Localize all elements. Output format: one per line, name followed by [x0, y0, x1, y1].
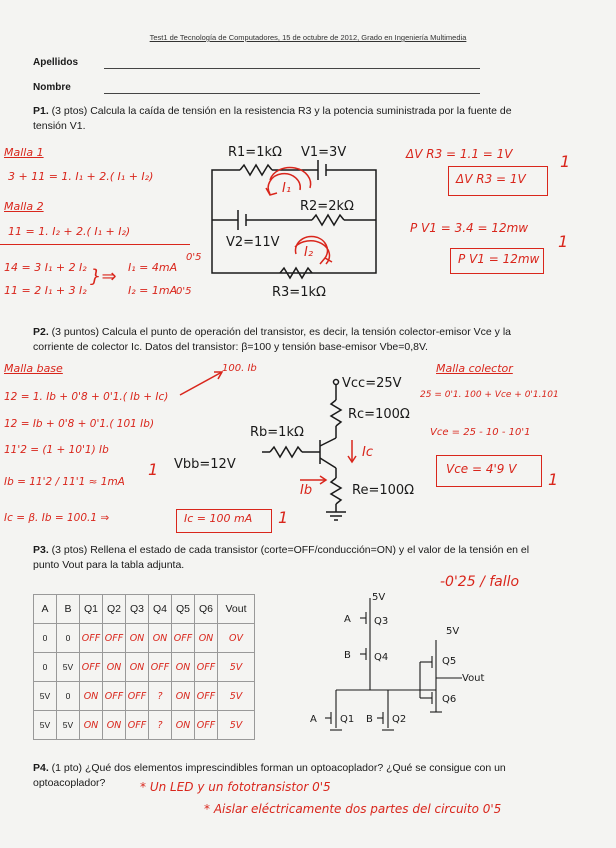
- table-cell[interactable]: OFF: [195, 653, 218, 682]
- table-cell[interactable]: OFF: [126, 682, 149, 711]
- svg-text:Ic: Ic: [362, 445, 373, 460]
- svg-text:Q3: Q3: [374, 616, 389, 627]
- table-header-cell: B: [57, 595, 80, 624]
- hand-eq3: 14 = 3 I₁ + 2 I₂: [4, 261, 87, 274]
- table-cell[interactable]: ON: [126, 624, 149, 653]
- question-p4: P4. (1 pto) ¿Qué dos elementos imprescindibles forman un optoacoplador? ¿Qué se consigue con un optoacoplador?: [33, 762, 506, 789]
- svg-text:Q2: Q2: [392, 714, 407, 725]
- hand-p2-e4: Ib = 11'2 / 11'1 ≈ 1mA: [4, 476, 125, 488]
- hand-p4-answer1: * Un LED y un fototransistor 0'5: [140, 780, 331, 794]
- svg-text:A: A: [344, 614, 351, 625]
- table-cell: 0: [34, 624, 57, 653]
- svg-text:A: A: [310, 714, 317, 725]
- table-header-cell: Q4: [149, 595, 172, 624]
- table-header-cell: Q1: [80, 595, 103, 624]
- table-cell[interactable]: ON: [149, 624, 172, 653]
- rb-resistor: [270, 447, 302, 457]
- hand-mark-p2a: 1: [148, 460, 159, 479]
- svg-text:5V: 5V: [446, 626, 460, 637]
- question-p1: P1. (3 ptos) Calcula la caída de tensión en la resistencia R3 y la potencia suministrada por la fuente de tensión V1.: [33, 105, 512, 132]
- svg-text:5V: 5V: [372, 592, 386, 603]
- table-cell[interactable]: 5V: [218, 711, 255, 740]
- hand-grade2: 0'5: [176, 286, 192, 297]
- hand-p2-e2: 12 = Ib + 0'8 + 0'1.( 101 Ib): [4, 418, 155, 430]
- table-cell[interactable]: OV: [218, 624, 255, 653]
- svg-text:I₁: I₁: [282, 181, 292, 196]
- exam-header: Test1 de Tecnología de Computadores, 15 de octubre de 2012, Grado en Ingeniería Multimedia: [149, 33, 467, 42]
- svg-text:V2=11V: V2=11V: [226, 235, 280, 250]
- hand-vce-answer: Vce = 4'9 V: [446, 462, 517, 476]
- circuit-labels: [174, 145, 485, 725]
- table-cell: 0: [57, 624, 80, 653]
- svg-text:Q1: Q1: [340, 714, 355, 725]
- hand-mark-p2c: 1: [548, 470, 559, 489]
- hand-ic-answer: Ic = 100 mA: [184, 512, 253, 525]
- hand-mark-p1a: 1: [560, 152, 571, 171]
- svg-text:Vout: Vout: [462, 673, 485, 684]
- table-cell[interactable]: OFF: [80, 624, 103, 653]
- hand-grade1: 0'5: [186, 252, 202, 263]
- hand-p2-e3: 11'2 = (1 + 10'1) Ib: [4, 444, 109, 456]
- hand-eq2: 11 = 1. I₂ + 2.( I₁ + I₂): [8, 225, 131, 238]
- hand-pv-calc: P V1 = 3.4 = 12mw: [410, 221, 529, 235]
- question-p2: P2. (3 puntos) Calcula el punto de operación del transistor, es decir, la tensión colector-emisor Vce y la corriente de colector Ic. Datos del transistor: β=100 y tensión base-emisor Vbe=0,8V.: [33, 326, 512, 353]
- hand-base-mesh: Malla base: [4, 362, 63, 375]
- svg-text:Q6: Q6: [442, 694, 457, 705]
- hand-100ib: 100. Ib: [222, 363, 257, 374]
- table-cell: 5V: [34, 711, 57, 740]
- table-cell: 5V: [57, 711, 80, 740]
- table-cell[interactable]: ON: [172, 711, 195, 740]
- table-cell[interactable]: ON: [80, 682, 103, 711]
- hand-p3-grade: -0'25 / fallo: [440, 574, 520, 590]
- hand-dv-answer: ΔV R3 = 1V: [456, 172, 526, 186]
- table-cell[interactable]: ON: [172, 682, 195, 711]
- svg-text:R1=1kΩ: R1=1kΩ: [228, 145, 282, 160]
- table-cell[interactable]: ON: [103, 711, 126, 740]
- table-cell[interactable]: ON: [195, 624, 218, 653]
- table-cell[interactable]: ?: [149, 682, 172, 711]
- table-cell[interactable]: OFF: [103, 682, 126, 711]
- table-cell: 5V: [34, 682, 57, 711]
- hand-p2-e1: 12 = 1. Ib + 0'8 + 0'1.( Ib + Ic): [4, 391, 169, 403]
- hand-eq4: 11 = 2 I₁ + 3 I₂: [4, 284, 87, 297]
- table-cell[interactable]: ON: [126, 653, 149, 682]
- surname-label: Apellidos: [33, 57, 79, 68]
- table-cell[interactable]: OFF: [195, 711, 218, 740]
- r2-resistor: [312, 215, 344, 225]
- name-label: Nombre: [33, 82, 71, 93]
- hand-mark-p1b: 1: [558, 232, 569, 251]
- hand-p4-answer2: * Aislar eléctricamente dos partes del circuito 0'5: [204, 802, 502, 816]
- svg-text:Rb=1kΩ: Rb=1kΩ: [250, 425, 304, 440]
- svg-text:B: B: [344, 650, 351, 661]
- svg-text:Q5: Q5: [442, 656, 457, 667]
- table-header-cell: Q5: [172, 595, 195, 624]
- svg-text:Vcc=25V: Vcc=25V: [342, 376, 402, 391]
- p2-circuit: [262, 385, 346, 520]
- table-cell[interactable]: ON: [172, 653, 195, 682]
- table-cell[interactable]: OFF: [195, 682, 218, 711]
- hand-sol1: I₁ = 4mA: [128, 261, 178, 274]
- hand-pv-answer: P V1 = 12mw: [458, 252, 540, 266]
- svg-text:Q4: Q4: [374, 652, 389, 663]
- hand-eq1: 3 + 11 = 1. I₁ + 2.( I₁ + I₂): [8, 170, 154, 183]
- table-header-cell: Vout: [218, 595, 255, 624]
- svg-text:V1=3V: V1=3V: [301, 145, 347, 160]
- table-cell[interactable]: 5V: [218, 682, 255, 711]
- hand-p2-c2: Vce = 25 - 10 - 10'1: [430, 427, 531, 438]
- hand-mesh1: Malla 1: [4, 146, 44, 159]
- p1-circuit: [212, 160, 376, 278]
- svg-text:B: B: [366, 714, 373, 725]
- hand-sol2: I₂ = 1mA: [128, 284, 178, 297]
- hand-mesh2: Malla 2: [4, 200, 44, 213]
- question-p3: P3. (3 ptos) Rellena el estado de cada transistor (corte=OFF/conducción=ON) y el valor de la tensión en el punto Vout para la tabla adjunta.: [33, 544, 530, 571]
- table-cell[interactable]: 5V: [218, 653, 255, 682]
- table-cell[interactable]: ?: [149, 711, 172, 740]
- hand-mark-p2b: 1: [278, 508, 289, 527]
- hand-collector-mesh: Malla colector: [436, 362, 513, 375]
- table-cell: 5V: [57, 653, 80, 682]
- svg-text:Re=100Ω: Re=100Ω: [352, 483, 415, 498]
- svg-text:R2=2kΩ: R2=2kΩ: [300, 199, 354, 214]
- rc-resistor: [331, 400, 341, 426]
- table-cell[interactable]: ON: [103, 653, 126, 682]
- hand-brace: }⇒: [90, 266, 117, 287]
- hand-dv-calc: ΔV R3 = 1.1 = 1V: [406, 147, 513, 161]
- table-header-cell: Q3: [126, 595, 149, 624]
- table-cell[interactable]: OFF: [126, 711, 149, 740]
- hand-p2-c1: 25 = 0'1. 100 + Vce + 0'1.101: [420, 390, 559, 400]
- re-resistor: [331, 478, 341, 504]
- table-cell: 0: [34, 653, 57, 682]
- hand-p2-e5: Ic = β. Ib = 100.1 ⇒: [4, 512, 110, 524]
- table-cell: 0: [57, 682, 80, 711]
- r1-resistor: [240, 165, 272, 175]
- svg-text:I₂: I₂: [304, 245, 314, 260]
- table-cell[interactable]: OFF: [103, 624, 126, 653]
- table-header-cell: A: [34, 595, 57, 624]
- table-cell[interactable]: OFF: [172, 624, 195, 653]
- svg-text:Rc=100Ω: Rc=100Ω: [348, 407, 410, 422]
- svg-text:R3=1kΩ: R3=1kΩ: [272, 285, 326, 300]
- table-cell[interactable]: OFF: [149, 653, 172, 682]
- table-header-cell: Q2: [103, 595, 126, 624]
- svg-text:Ib: Ib: [300, 483, 313, 498]
- table-cell[interactable]: OFF: [80, 653, 103, 682]
- table-header-cell: Q6: [195, 595, 218, 624]
- table-cell[interactable]: ON: [80, 711, 103, 740]
- svg-text:Vbb=12V: Vbb=12V: [174, 457, 236, 472]
